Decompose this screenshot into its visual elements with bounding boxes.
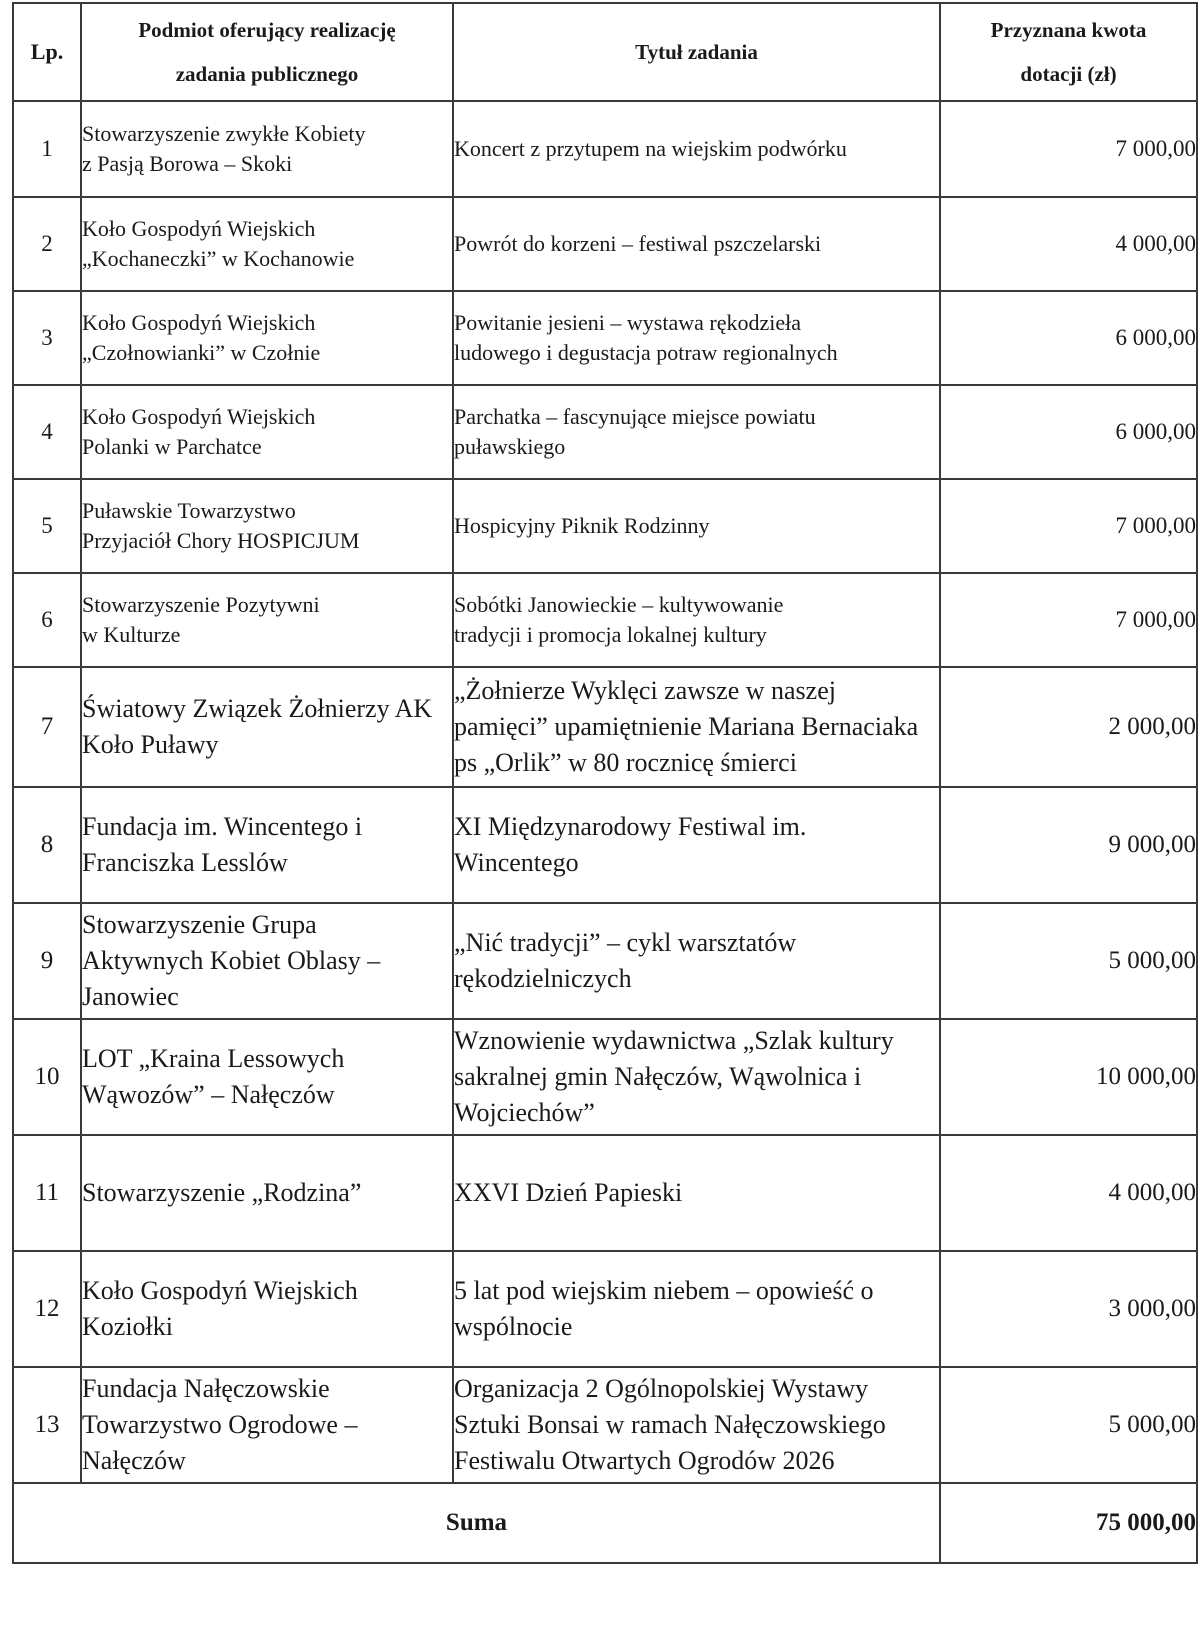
amount-cell: 7 000,00 <box>940 479 1197 573</box>
task-title-line: Organizacja 2 Ogólnopolskiej Wystawy <box>454 1374 869 1403</box>
organization-cell <box>81 1135 453 1251</box>
organization-line: „Kochaneczki” w Kochanowie <box>82 246 355 271</box>
organization-line: Stowarzyszenie Grupa <box>82 910 317 939</box>
header-lp: Lp. <box>13 3 81 101</box>
row-number: 13 <box>13 1367 81 1483</box>
header-org-line1: Podmiot oferujący realizację <box>138 18 396 42</box>
amount-cell: 10 000,00 <box>940 1019 1197 1135</box>
header-org <box>81 3 453 101</box>
task-title-line: „Żołnierze Wyklęci zawsze w naszej <box>454 676 836 705</box>
task-title-line: pamięci” upamiętnienie Mariana Bernaciaka <box>454 712 919 741</box>
task-title-line: Sztuki Bonsai w ramach Nałęczowskiego <box>454 1410 886 1439</box>
organization-line: Koziołki <box>82 1312 173 1341</box>
row-number: 8 <box>13 787 81 903</box>
amount-cell: 2 000,00 <box>940 667 1197 787</box>
row-number: 1 <box>13 101 81 197</box>
table-row <box>13 787 1197 903</box>
table-row <box>13 1251 1197 1367</box>
task-title-line: Powrót do korzeni – festiwal pszczelarski <box>454 231 822 256</box>
row-number: 7 <box>13 667 81 787</box>
table-row <box>13 667 1197 787</box>
organization-line: Fundacja im. Wincentego i <box>82 812 363 841</box>
task-title-cell <box>453 101 940 197</box>
organization-cell <box>81 101 453 197</box>
row-number: 3 <box>13 291 81 385</box>
organization-cell <box>81 787 453 903</box>
header-title: Tytuł zadania <box>453 3 940 101</box>
task-title-line: ludowego i degustacja potraw regionalnych <box>454 340 838 365</box>
organization-line: „Czołnowianki” w Czołnie <box>82 340 321 365</box>
task-title-line: XI Międzynarodowy Festiwal im. <box>454 812 807 841</box>
task-title-line: Wincentego <box>454 848 579 877</box>
row-number: 12 <box>13 1251 81 1367</box>
organization-cell <box>81 1251 453 1367</box>
organization-line: Przyjaciół Chory HOSPICJUM <box>82 528 360 553</box>
amount-cell: 9 000,00 <box>940 787 1197 903</box>
amount-cell: 6 000,00 <box>940 291 1197 385</box>
task-title-cell <box>453 1135 940 1251</box>
amount-cell: 5 000,00 <box>940 903 1197 1019</box>
sum-amount: 75 000,00 <box>940 1483 1197 1563</box>
organization-line: Koło Gospodyń Wiejskich <box>82 216 316 241</box>
task-title-line: Festiwalu Otwartych Ogrodów 2026 <box>454 1446 835 1475</box>
task-title-line: Parchatka – fascynujące miejsce powiatu <box>454 404 816 429</box>
organization-line: Koło Gospodyń Wiejskich <box>82 310 316 335</box>
sum-label: Suma <box>13 1483 940 1563</box>
table-row <box>13 1135 1197 1251</box>
organization-line: Koło Puławy <box>82 730 219 759</box>
header-amount-line2: dotacji (zł) <box>1020 62 1117 86</box>
task-title-cell <box>453 667 940 787</box>
organization-line: Fundacja Nałęczowskie <box>82 1374 330 1403</box>
task-title-line: XXVI Dzień Papieski <box>454 1178 683 1207</box>
organization-line: Stowarzyszenie „Rodzina” <box>82 1178 362 1207</box>
task-title-cell <box>453 903 940 1019</box>
row-number: 10 <box>13 1019 81 1135</box>
table-row <box>13 385 1197 479</box>
organization-cell <box>81 1019 453 1135</box>
organization-line: Koło Gospodyń Wiejskich <box>82 404 316 429</box>
task-title-cell <box>453 197 940 291</box>
organization-line: LOT „Kraina Lessowych <box>82 1044 345 1073</box>
task-title-cell <box>453 385 940 479</box>
task-title-line: ps „Orlik” w 80 rocznicę śmierci <box>454 748 797 777</box>
amount-cell: 4 000,00 <box>940 1135 1197 1251</box>
task-title-line: sakralnej gmin Nałęczów, Wąwolnica i <box>454 1062 862 1091</box>
table-row <box>13 291 1197 385</box>
organization-cell <box>81 573 453 667</box>
table-row <box>13 101 1197 197</box>
row-number: 9 <box>13 903 81 1019</box>
header-org-line2: zadania publicznego <box>175 62 359 86</box>
task-title-line: wspólnocie <box>454 1312 573 1341</box>
organization-line: Aktywnych Kobiet Oblasy – <box>82 946 381 975</box>
amount-cell: 7 000,00 <box>940 573 1197 667</box>
task-title-line: Wznowienie wydawnictwa „Szlak kultury <box>454 1026 894 1055</box>
task-title-cell <box>453 787 940 903</box>
organization-line: Polanki w Parchatce <box>82 434 262 459</box>
task-title-line: Hospicyjny Piknik Rodzinny <box>454 513 710 538</box>
organization-line: Światowy Związek Żołnierzy AK <box>82 694 433 723</box>
organization-cell <box>81 385 453 479</box>
table-row <box>13 197 1197 291</box>
task-title-line: Powitanie jesieni – wystawa rękodzieła <box>454 310 802 335</box>
task-title-cell <box>453 479 940 573</box>
task-title-line: „Nić tradycji” – cykl warsztatów <box>454 928 797 957</box>
task-title-line: Sobótki Janowieckie – kultywowanie <box>454 592 784 617</box>
organization-cell <box>81 197 453 291</box>
grants-table <box>12 2 1198 1564</box>
task-title-cell <box>453 291 940 385</box>
task-title-line: rękodzielniczych <box>454 964 632 993</box>
organization-cell <box>81 291 453 385</box>
organization-cell <box>81 667 453 787</box>
organization-line: Stowarzyszenie Pozytywni <box>82 592 320 617</box>
header-amount-line1: Przyznana kwota <box>990 18 1147 42</box>
organization-line: Wąwozów” – Nałęczów <box>82 1080 335 1109</box>
task-title-cell <box>453 1251 940 1367</box>
sum-row <box>13 1483 1197 1563</box>
amount-cell: 5 000,00 <box>940 1367 1197 1483</box>
amount-cell: 6 000,00 <box>940 385 1197 479</box>
task-title-cell <box>453 1019 940 1135</box>
task-title-line: puławskiego <box>454 434 566 459</box>
amount-cell: 7 000,00 <box>940 101 1197 197</box>
task-title-line: Koncert z przytupem na wiejskim podwórku <box>454 136 847 161</box>
header-row <box>13 3 1197 101</box>
organization-line: Koło Gospodyń Wiejskich <box>82 1276 358 1305</box>
organization-cell <box>81 479 453 573</box>
task-title-line: 5 lat pod wiejskim niebem – opowieść o <box>454 1276 874 1305</box>
task-title-line: Wojciechów” <box>454 1098 595 1127</box>
row-number: 5 <box>13 479 81 573</box>
amount-cell: 3 000,00 <box>940 1251 1197 1367</box>
organization-cell <box>81 1367 453 1483</box>
row-number: 6 <box>13 573 81 667</box>
organization-line: Puławskie Towarzystwo <box>82 498 296 523</box>
row-number: 4 <box>13 385 81 479</box>
organization-line: Towarzystwo Ogrodowe – <box>82 1410 358 1439</box>
table-row <box>13 1019 1197 1135</box>
organization-cell <box>81 903 453 1019</box>
table-row <box>13 573 1197 667</box>
table-row <box>13 479 1197 573</box>
table-row <box>13 903 1197 1019</box>
header-amount <box>940 3 1197 101</box>
amount-cell: 4 000,00 <box>940 197 1197 291</box>
table-row <box>13 1367 1197 1483</box>
organization-line: Nałęczów <box>82 1446 186 1475</box>
task-title-cell <box>453 1367 940 1483</box>
task-title-cell <box>453 573 940 667</box>
organization-line: Janowiec <box>82 982 179 1011</box>
task-title-line: tradycji i promocja lokalnej kultury <box>454 622 767 647</box>
organization-line: Stowarzyszenie zwykłe Kobiety <box>82 121 366 146</box>
organization-line: z Pasją Borowa – Skoki <box>82 151 293 176</box>
row-number: 2 <box>13 197 81 291</box>
row-number: 11 <box>13 1135 81 1251</box>
organization-line: Franciszka Lesslów <box>82 848 288 877</box>
organization-line: w Kulturze <box>82 622 181 647</box>
table-body <box>13 101 1197 1483</box>
